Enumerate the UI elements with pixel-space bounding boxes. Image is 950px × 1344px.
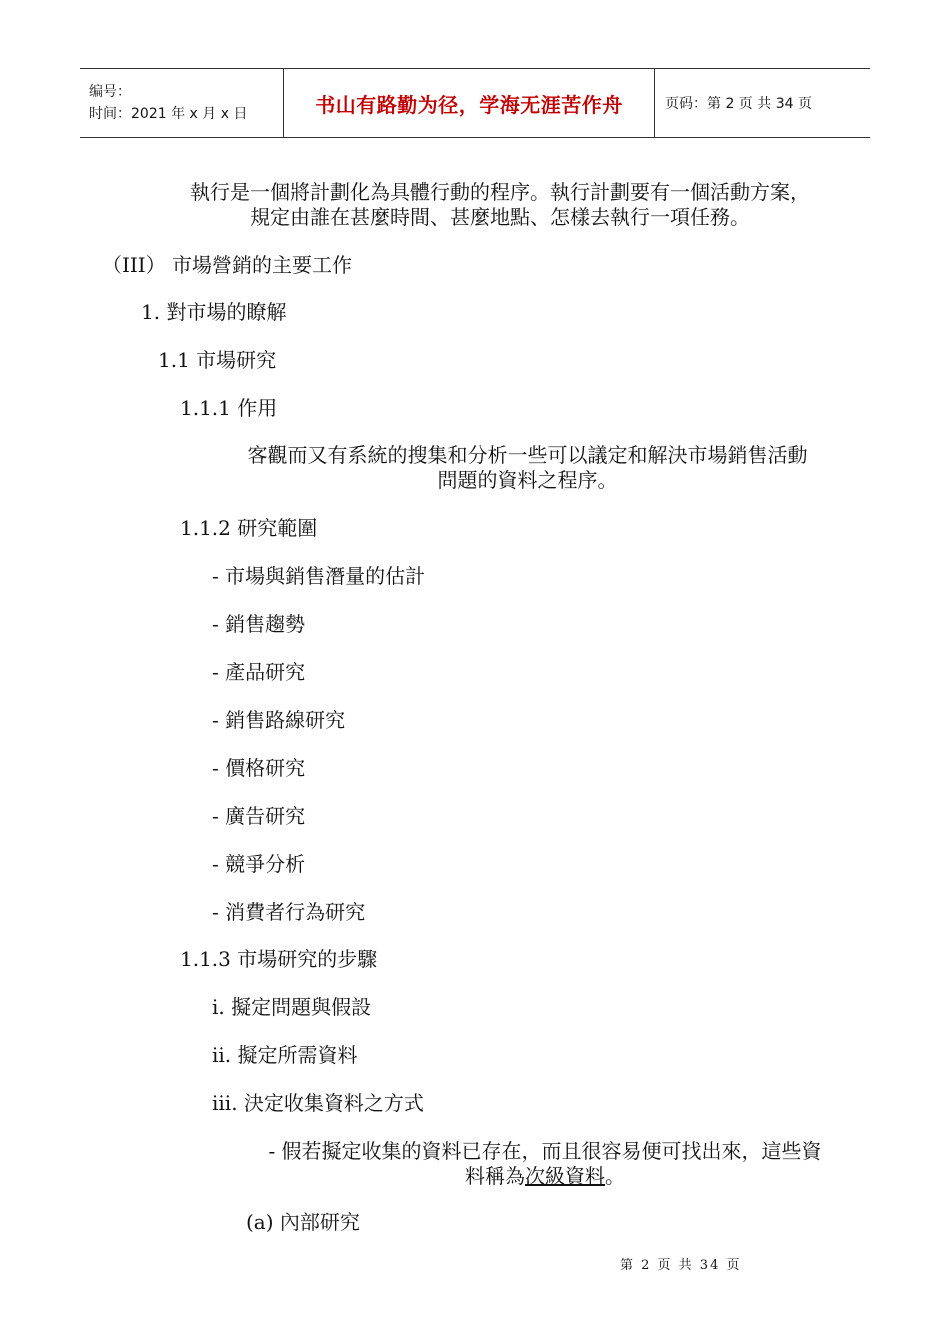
id-label: 编号： xyxy=(89,84,131,100)
step-iii: iii. 決定收集資料之方式 xyxy=(212,1091,424,1115)
secondary-term: 次級資料 xyxy=(525,1164,605,1188)
list-item: - 銷售路線研究 xyxy=(212,708,346,732)
list-item: - 市場與銷售潛量的估計 xyxy=(212,564,426,588)
item-a: (a) 內部研究 xyxy=(246,1210,360,1234)
secondary-prefix: 料稱為 xyxy=(465,1164,525,1188)
secondary-suffix: 。 xyxy=(605,1164,625,1188)
list-item: - 廣告研究 xyxy=(212,804,306,828)
step-i: i. 擬定問題與假設 xyxy=(212,995,372,1019)
page-info: 页码：第 2 页 共 34 页 xyxy=(665,96,812,112)
time-label: 时间：2021 年 x 月 x 日 xyxy=(89,106,248,122)
step-ii: ii. 擬定所需資料 xyxy=(212,1043,358,1067)
heading-1-1-3: 1.1.3 市場研究的步驟 xyxy=(180,947,378,971)
slogan: 书山有路勤为径，学海无涯苦作舟 xyxy=(315,92,623,117)
page-footer: 第 2 页 共 34 页 xyxy=(620,1258,742,1273)
heading-1-1: 1.1 市場研究 xyxy=(158,348,277,372)
list-item: - 競爭分析 xyxy=(212,852,306,876)
list-item: - 銷售趨勢 xyxy=(212,612,306,636)
function-line-1: 客觀而又有系統的搜集和分析一些可以議定和解決市場銷售活動 xyxy=(247,443,808,467)
secondary-data-paragraph xyxy=(200,1139,890,1189)
intro-paragraph xyxy=(110,180,890,230)
header-meta xyxy=(80,69,283,137)
intro-line-2: 規定由誰在甚麼時間、甚麼地點、怎樣去執行一項任務。 xyxy=(250,205,750,229)
header-slogan-cell xyxy=(283,69,655,137)
function-paragraph xyxy=(200,443,855,493)
intro-line-1: 執行是一個將計劃化為具體行動的程序。執行計劃要有一個活動方案， xyxy=(190,180,810,204)
list-item: - 價格研究 xyxy=(212,756,306,780)
list-item: - 消費者行為研究 xyxy=(212,900,366,924)
heading-1: 1. 對市場的瞭解 xyxy=(141,300,287,324)
function-line-2: 問題的資料之程序。 xyxy=(437,468,618,492)
heading-1-1-1: 1.1.1 作用 xyxy=(180,396,278,420)
heading-1-1-2: 1.1.2 研究範圍 xyxy=(180,516,318,540)
secondary-line-1: - 假若擬定收集的資料已存在，而且很容易便可找出來，這些資 xyxy=(268,1139,822,1163)
document-header xyxy=(80,68,870,138)
header-page-cell xyxy=(655,69,870,137)
section-heading: （III） 市場營銷的主要工作 xyxy=(102,253,353,277)
secondary-line-2 xyxy=(200,1164,890,1189)
list-item: - 產品研究 xyxy=(212,660,306,684)
